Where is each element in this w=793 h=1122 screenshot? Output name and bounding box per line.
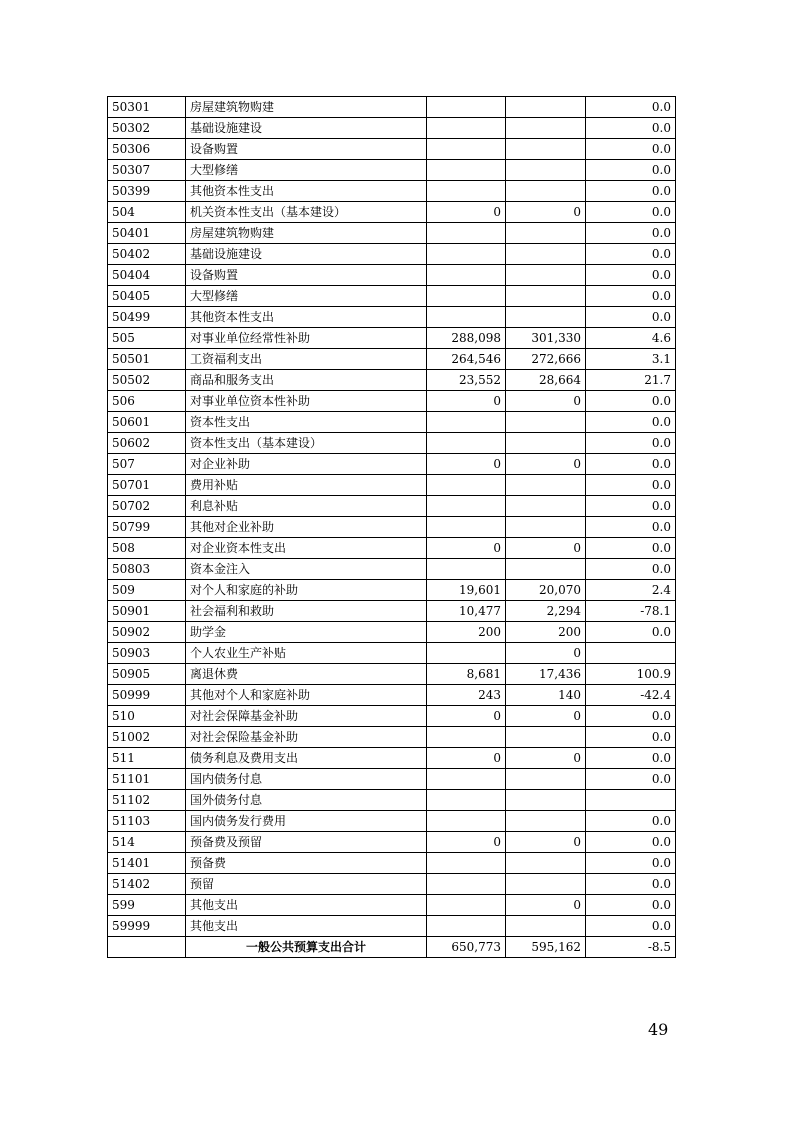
- row-value-2: [506, 307, 586, 328]
- row-value-1: [427, 97, 506, 118]
- row-value-2: 0: [506, 748, 586, 769]
- row-code: 50702: [108, 496, 186, 517]
- row-value-2: 0: [506, 454, 586, 475]
- row-name: 离退休费: [186, 664, 427, 685]
- row-code: 50902: [108, 622, 186, 643]
- row-value-1: [427, 559, 506, 580]
- row-name: 基础设施建设: [186, 118, 427, 139]
- row-value-3: 0.0: [586, 622, 676, 643]
- row-value-3: [586, 790, 676, 811]
- budget-expenditure-table: [107, 96, 676, 958]
- row-value-1: 264,546: [427, 349, 506, 370]
- row-value-3: 0.0: [586, 265, 676, 286]
- row-value-1: 200: [427, 622, 506, 643]
- table-row: [108, 328, 676, 349]
- row-value-2: [506, 811, 586, 832]
- row-value-3: 0.0: [586, 412, 676, 433]
- row-value-2: 0: [506, 643, 586, 664]
- table-row: [108, 643, 676, 664]
- row-code: 51101: [108, 769, 186, 790]
- row-value-3: 0.0: [586, 202, 676, 223]
- row-value-1: 243: [427, 685, 506, 706]
- row-value-1: [427, 874, 506, 895]
- row-value-3: 0.0: [586, 118, 676, 139]
- row-code: 50302: [108, 118, 186, 139]
- row-name: 设备购置: [186, 139, 427, 160]
- row-name: 工资福利支出: [186, 349, 427, 370]
- row-value-3: 0.0: [586, 475, 676, 496]
- row-name: 基础设施建设: [186, 244, 427, 265]
- table-row: [108, 538, 676, 559]
- row-value-1: 0: [427, 538, 506, 559]
- row-value-2: 28,664: [506, 370, 586, 391]
- table-row: [108, 769, 676, 790]
- row-name: 其他资本性支出: [186, 307, 427, 328]
- row-code: 51002: [108, 727, 186, 748]
- row-value-3: 0.0: [586, 160, 676, 181]
- row-code: 50404: [108, 265, 186, 286]
- row-name: 助学金: [186, 622, 427, 643]
- total-value-2: 595,162: [506, 937, 586, 958]
- table-row: [108, 97, 676, 118]
- row-value-1: [427, 496, 506, 517]
- total-value-3: -8.5: [586, 937, 676, 958]
- row-name: 大型修缮: [186, 160, 427, 181]
- table-row: [108, 790, 676, 811]
- row-value-2: 0: [506, 706, 586, 727]
- table-row: [108, 223, 676, 244]
- row-value-2: 0: [506, 832, 586, 853]
- row-value-2: [506, 433, 586, 454]
- table-row: [108, 139, 676, 160]
- row-code: 509: [108, 580, 186, 601]
- table-row: [108, 853, 676, 874]
- table-row: [108, 202, 676, 223]
- row-code: 50405: [108, 286, 186, 307]
- row-code: 51401: [108, 853, 186, 874]
- row-name: 预备费: [186, 853, 427, 874]
- row-value-3: 0.0: [586, 748, 676, 769]
- row-value-1: [427, 139, 506, 160]
- row-name: 其他对企业补助: [186, 517, 427, 538]
- total-code: [108, 937, 186, 958]
- row-value-3: 0.0: [586, 223, 676, 244]
- row-value-2: [506, 286, 586, 307]
- table-row: [108, 748, 676, 769]
- table-row: [108, 412, 676, 433]
- row-name: 预备费及预留: [186, 832, 427, 853]
- row-value-2: [506, 181, 586, 202]
- row-code: 51402: [108, 874, 186, 895]
- row-value-1: [427, 517, 506, 538]
- row-code: 50901: [108, 601, 186, 622]
- row-name: 对企业补助: [186, 454, 427, 475]
- row-name: 大型修缮: [186, 286, 427, 307]
- row-value-1: [427, 916, 506, 937]
- row-value-3: 0.0: [586, 181, 676, 202]
- row-name: 国外债务付息: [186, 790, 427, 811]
- row-value-2: 272,666: [506, 349, 586, 370]
- row-code: 50306: [108, 139, 186, 160]
- row-name: 国内债务付息: [186, 769, 427, 790]
- row-code: 50601: [108, 412, 186, 433]
- row-name: 其他支出: [186, 916, 427, 937]
- row-value-3: 0.0: [586, 559, 676, 580]
- table-row: [108, 160, 676, 181]
- table-row: [108, 286, 676, 307]
- table-row: [108, 307, 676, 328]
- table-row: [108, 244, 676, 265]
- row-value-2: 0: [506, 538, 586, 559]
- table-row: [108, 601, 676, 622]
- table-row: [108, 832, 676, 853]
- row-value-3: 0.0: [586, 706, 676, 727]
- row-value-3: 0.0: [586, 727, 676, 748]
- row-code: 50499: [108, 307, 186, 328]
- row-value-2: [506, 265, 586, 286]
- row-value-2: 2,294: [506, 601, 586, 622]
- row-value-3: 2.4: [586, 580, 676, 601]
- row-value-2: [506, 118, 586, 139]
- row-name: 社会福利和救助: [186, 601, 427, 622]
- row-value-1: [427, 790, 506, 811]
- row-value-3: 0.0: [586, 496, 676, 517]
- table-row: [108, 370, 676, 391]
- table-row: [108, 181, 676, 202]
- row-code: 50301: [108, 97, 186, 118]
- row-code: 50307: [108, 160, 186, 181]
- row-code: 50903: [108, 643, 186, 664]
- row-code: 511: [108, 748, 186, 769]
- row-name: 对社会保障基金补助: [186, 706, 427, 727]
- row-code: 50701: [108, 475, 186, 496]
- row-value-3: 0.0: [586, 874, 676, 895]
- row-code: 50502: [108, 370, 186, 391]
- row-value-3: 100.9: [586, 664, 676, 685]
- row-value-3: 4.6: [586, 328, 676, 349]
- row-value-2: 0: [506, 202, 586, 223]
- row-name: 债务利息及费用支出: [186, 748, 427, 769]
- row-value-3: 0.0: [586, 286, 676, 307]
- row-code: 50799: [108, 517, 186, 538]
- row-code: 59999: [108, 916, 186, 937]
- row-value-3: 0.0: [586, 769, 676, 790]
- row-value-2: [506, 853, 586, 874]
- row-value-3: 0.0: [586, 97, 676, 118]
- row-code: 514: [108, 832, 186, 853]
- row-value-2: 0: [506, 391, 586, 412]
- row-value-3: 0.0: [586, 916, 676, 937]
- row-name: 资本性支出（基本建设）: [186, 433, 427, 454]
- row-value-1: 8,681: [427, 664, 506, 685]
- row-value-1: [427, 244, 506, 265]
- row-value-1: 0: [427, 454, 506, 475]
- table-row: [108, 895, 676, 916]
- row-value-2: [506, 139, 586, 160]
- row-value-3: 0.0: [586, 307, 676, 328]
- row-name: 其他支出: [186, 895, 427, 916]
- row-value-1: [427, 160, 506, 181]
- row-value-3: 0.0: [586, 244, 676, 265]
- total-label: 一般公共预算支出合计: [186, 937, 427, 958]
- row-value-1: [427, 895, 506, 916]
- row-name: 房屋建筑物购建: [186, 223, 427, 244]
- row-value-1: [427, 181, 506, 202]
- row-name: 房屋建筑物购建: [186, 97, 427, 118]
- row-value-1: 10,477: [427, 601, 506, 622]
- row-value-1: [427, 118, 506, 139]
- row-value-1: [427, 286, 506, 307]
- table-row: [108, 727, 676, 748]
- row-value-3: 0.0: [586, 139, 676, 160]
- row-code: 507: [108, 454, 186, 475]
- row-value-1: [427, 769, 506, 790]
- row-code: 506: [108, 391, 186, 412]
- row-value-1: 288,098: [427, 328, 506, 349]
- row-name: 对事业单位经常性补助: [186, 328, 427, 349]
- row-name: 预留: [186, 874, 427, 895]
- row-value-2: 20,070: [506, 580, 586, 601]
- row-value-3: 0.0: [586, 538, 676, 559]
- row-name: 利息补贴: [186, 496, 427, 517]
- row-code: 505: [108, 328, 186, 349]
- row-value-3: 0.0: [586, 832, 676, 853]
- row-value-2: 301,330: [506, 328, 586, 349]
- row-name: 对企业资本性支出: [186, 538, 427, 559]
- row-value-2: [506, 97, 586, 118]
- row-value-2: [506, 769, 586, 790]
- total-value-1: 650,773: [427, 937, 506, 958]
- row-code: 50905: [108, 664, 186, 685]
- table-row: [108, 391, 676, 412]
- table-row: [108, 622, 676, 643]
- row-value-1: [427, 265, 506, 286]
- row-code: 50602: [108, 433, 186, 454]
- row-value-2: [506, 223, 586, 244]
- row-code: 50999: [108, 685, 186, 706]
- row-value-2: [506, 517, 586, 538]
- row-value-3: 3.1: [586, 349, 676, 370]
- table-row: [108, 454, 676, 475]
- page-number: 49: [648, 1020, 669, 1039]
- row-value-1: 0: [427, 391, 506, 412]
- row-value-2: 17,436: [506, 664, 586, 685]
- row-code: 50401: [108, 223, 186, 244]
- table-row: [108, 496, 676, 517]
- table-row: [108, 916, 676, 937]
- table-row: [108, 559, 676, 580]
- row-name: 对社会保险基金补助: [186, 727, 427, 748]
- row-value-2: [506, 790, 586, 811]
- row-value-2: 200: [506, 622, 586, 643]
- row-value-2: [506, 874, 586, 895]
- row-name: 机关资本性支出（基本建设）: [186, 202, 427, 223]
- row-code: 50402: [108, 244, 186, 265]
- row-code: 51103: [108, 811, 186, 832]
- row-value-2: [506, 727, 586, 748]
- row-value-3: 0.0: [586, 391, 676, 412]
- row-value-3: 21.7: [586, 370, 676, 391]
- row-name: 其他对个人和家庭补助: [186, 685, 427, 706]
- row-name: 费用补贴: [186, 475, 427, 496]
- row-name: 个人农业生产补贴: [186, 643, 427, 664]
- row-value-3: -78.1: [586, 601, 676, 622]
- row-value-1: [427, 433, 506, 454]
- row-name: 资本金注入: [186, 559, 427, 580]
- row-value-1: [427, 853, 506, 874]
- row-value-3: 0.0: [586, 853, 676, 874]
- row-value-1: [427, 643, 506, 664]
- row-value-3: 0.0: [586, 517, 676, 538]
- row-value-3: 0.0: [586, 895, 676, 916]
- row-value-3: 0.0: [586, 454, 676, 475]
- total-row: [108, 937, 676, 958]
- row-code: 504: [108, 202, 186, 223]
- row-code: 508: [108, 538, 186, 559]
- table-row: [108, 685, 676, 706]
- row-value-3: 0.0: [586, 811, 676, 832]
- row-code: 50803: [108, 559, 186, 580]
- table-row: [108, 517, 676, 538]
- row-value-1: 23,552: [427, 370, 506, 391]
- table-row: [108, 265, 676, 286]
- row-code: 510: [108, 706, 186, 727]
- row-value-3: [586, 643, 676, 664]
- table-row: [108, 580, 676, 601]
- row-name: 商品和服务支出: [186, 370, 427, 391]
- row-value-1: [427, 307, 506, 328]
- row-value-1: 19,601: [427, 580, 506, 601]
- row-value-1: [427, 475, 506, 496]
- row-name: 国内债务发行费用: [186, 811, 427, 832]
- row-value-1: [427, 811, 506, 832]
- table-row: [108, 664, 676, 685]
- row-code: 599: [108, 895, 186, 916]
- row-value-1: [427, 727, 506, 748]
- row-value-2: [506, 559, 586, 580]
- row-value-2: [506, 496, 586, 517]
- row-name: 设备购置: [186, 265, 427, 286]
- table-row: [108, 433, 676, 454]
- row-value-2: 0: [506, 895, 586, 916]
- row-value-2: 140: [506, 685, 586, 706]
- table-row: [108, 874, 676, 895]
- table-row: [108, 706, 676, 727]
- row-value-1: 0: [427, 832, 506, 853]
- row-name: 其他资本性支出: [186, 181, 427, 202]
- row-value-2: [506, 916, 586, 937]
- table-row: [108, 118, 676, 139]
- table-body: [108, 97, 676, 958]
- row-value-1: 0: [427, 202, 506, 223]
- table-row: [108, 811, 676, 832]
- row-name: 对个人和家庭的补助: [186, 580, 427, 601]
- row-value-1: 0: [427, 748, 506, 769]
- table-row: [108, 349, 676, 370]
- row-code: 50399: [108, 181, 186, 202]
- row-value-2: [506, 412, 586, 433]
- row-value-2: [506, 244, 586, 265]
- row-name: 资本性支出: [186, 412, 427, 433]
- row-value-1: [427, 412, 506, 433]
- row-name: 对事业单位资本性补助: [186, 391, 427, 412]
- table-row: [108, 475, 676, 496]
- row-value-3: -42.4: [586, 685, 676, 706]
- row-value-1: [427, 223, 506, 244]
- row-value-2: [506, 160, 586, 181]
- row-value-2: [506, 475, 586, 496]
- row-value-3: 0.0: [586, 433, 676, 454]
- row-code: 51102: [108, 790, 186, 811]
- row-value-1: 0: [427, 706, 506, 727]
- row-code: 50501: [108, 349, 186, 370]
